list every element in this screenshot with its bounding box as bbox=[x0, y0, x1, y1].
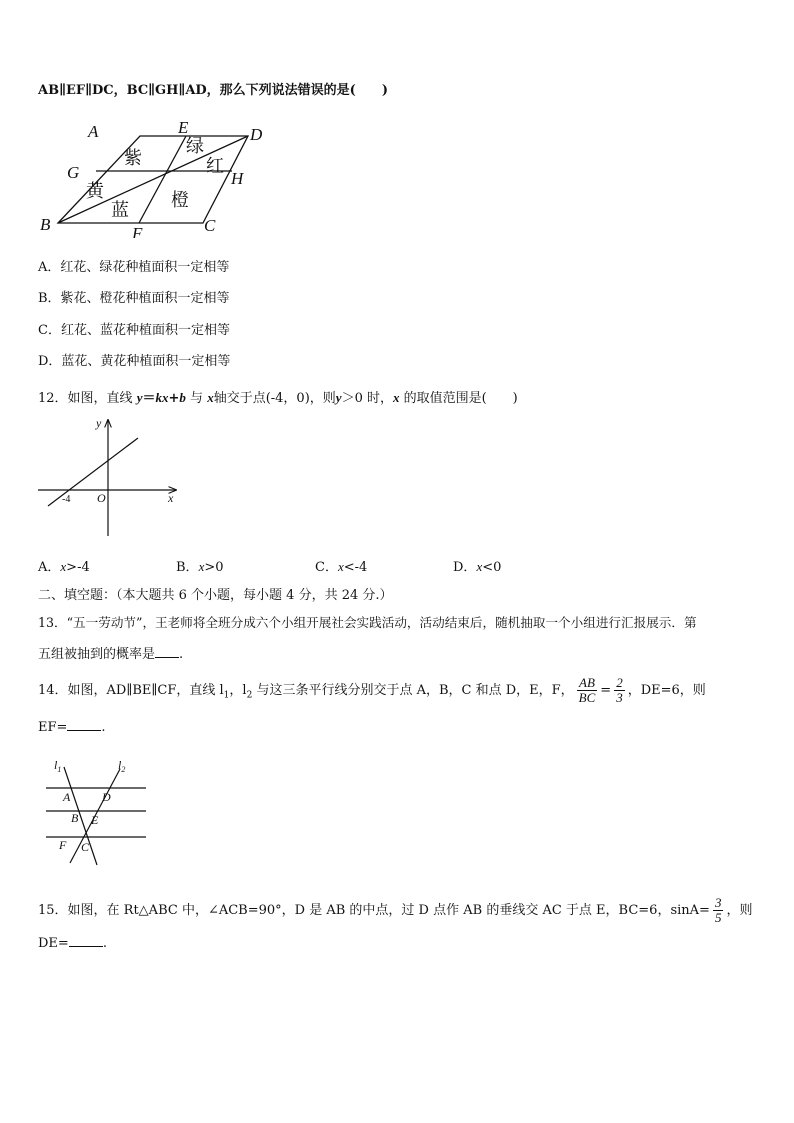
q13-line2: 五组被抽到的概率是 . bbox=[38, 647, 184, 662]
region-cheng: 橙 bbox=[171, 190, 189, 210]
label-l2: $l_2$ bbox=[118, 758, 126, 774]
q13-answer-blank[interactable] bbox=[155, 645, 179, 658]
q15-fraction-3-5: $\frac{3}{5}$ bbox=[714, 895, 722, 925]
region-zi: 紫 bbox=[124, 148, 142, 168]
label-f: F bbox=[59, 838, 67, 852]
region-lv: 绿 bbox=[186, 136, 204, 156]
label-e: E bbox=[178, 118, 189, 137]
q15-answer-blank[interactable] bbox=[69, 934, 103, 947]
region-hong: 红 bbox=[206, 156, 224, 176]
label-e: E bbox=[91, 813, 99, 827]
region-lan: 蓝 bbox=[111, 200, 129, 220]
q14-parallel-lines-figure bbox=[40, 755, 155, 867]
label-l1: $l_1$ bbox=[54, 758, 62, 774]
region-huang: 黄 bbox=[86, 181, 104, 201]
label-g: G bbox=[67, 163, 80, 182]
label-a: A bbox=[88, 122, 99, 141]
label-b: B bbox=[40, 215, 51, 234]
q11-option-d: D．蓝花、黄花种植面积一定相等 bbox=[38, 354, 231, 369]
q14-fraction-2-3: $\frac{2}{3}$ bbox=[616, 675, 623, 705]
q14-fraction-ab-bc: $\frac{AB}{BC}$ bbox=[578, 675, 596, 705]
q12-option-c: C．x<-4 bbox=[315, 559, 368, 575]
x-axis-label: x bbox=[168, 491, 174, 505]
diagonal-bd bbox=[58, 136, 248, 223]
q12-line-graph bbox=[36, 416, 186, 541]
q12-option-d: D．x<0 bbox=[453, 559, 502, 575]
q11-option-c: C．红花、蓝花种植面积一定相等 bbox=[38, 323, 230, 338]
q11-option-b: B．紫花、橙花种植面积一定相等 bbox=[38, 291, 230, 306]
tick-label-minus4: -4 bbox=[62, 494, 71, 505]
q12-option-a: A．x>-4 bbox=[38, 559, 90, 575]
q15-line2: DE= . bbox=[38, 936, 107, 951]
label-b: B bbox=[71, 811, 79, 825]
q14-line2: EF= . bbox=[38, 720, 106, 735]
q14-line1: 14．如图，AD∥BE∥CF，直线 $l_1$，$l_2$ 与这三条平行线分别交于点 A，B，C 和点 D，E，F， $\frac{AB}{BC}$ = $\frac{2}{3}$ ，DE=6，则 bbox=[38, 675, 706, 705]
y-axis-label: y bbox=[96, 416, 102, 430]
section2-heading: 二、填空题：（本大题共 6 个小题，每小题 4 分，共 24 分.） bbox=[38, 588, 393, 603]
q12-stem: 12．如图，直线 y＝kx+b 与 x轴交于点(-4，0)，则y＞0 时，x 的取值范围是( ) bbox=[38, 390, 518, 406]
label-d: D bbox=[250, 125, 263, 144]
q14-answer-blank[interactable] bbox=[67, 718, 101, 731]
label-d: D bbox=[102, 790, 111, 804]
label-f: F bbox=[132, 224, 143, 238]
q11-stem: AB∥EF∥DC，BC∥GH∥AD，那么下列说法错误的是( ) bbox=[38, 83, 388, 98]
q11-option-a: A．红花、绿花种植面积一定相等 bbox=[38, 260, 230, 275]
q11-parallelogram-figure bbox=[36, 118, 286, 238]
origin-label: O bbox=[97, 491, 106, 505]
label-c: C bbox=[204, 216, 216, 235]
label-c: C bbox=[81, 840, 90, 854]
q13-line1: 13．“五一劳动节”，王老师将全班分成六个小组开展社会实践活动，活动结束后，随机抽取一个小组进行汇报展示．第 bbox=[38, 615, 697, 630]
q12-option-b: B．x>0 bbox=[176, 559, 224, 575]
label-h: H bbox=[231, 169, 244, 188]
q15-line1: 15．如图，在 Rt△ABC 中，∠ACB=90°，D 是 AB 的中点，过 D 点作 AB 的垂线交 AC 于点 E，BC=6，sinA= $\frac{3}{5}$ ，则 bbox=[38, 895, 753, 925]
label-a: A bbox=[63, 790, 71, 804]
